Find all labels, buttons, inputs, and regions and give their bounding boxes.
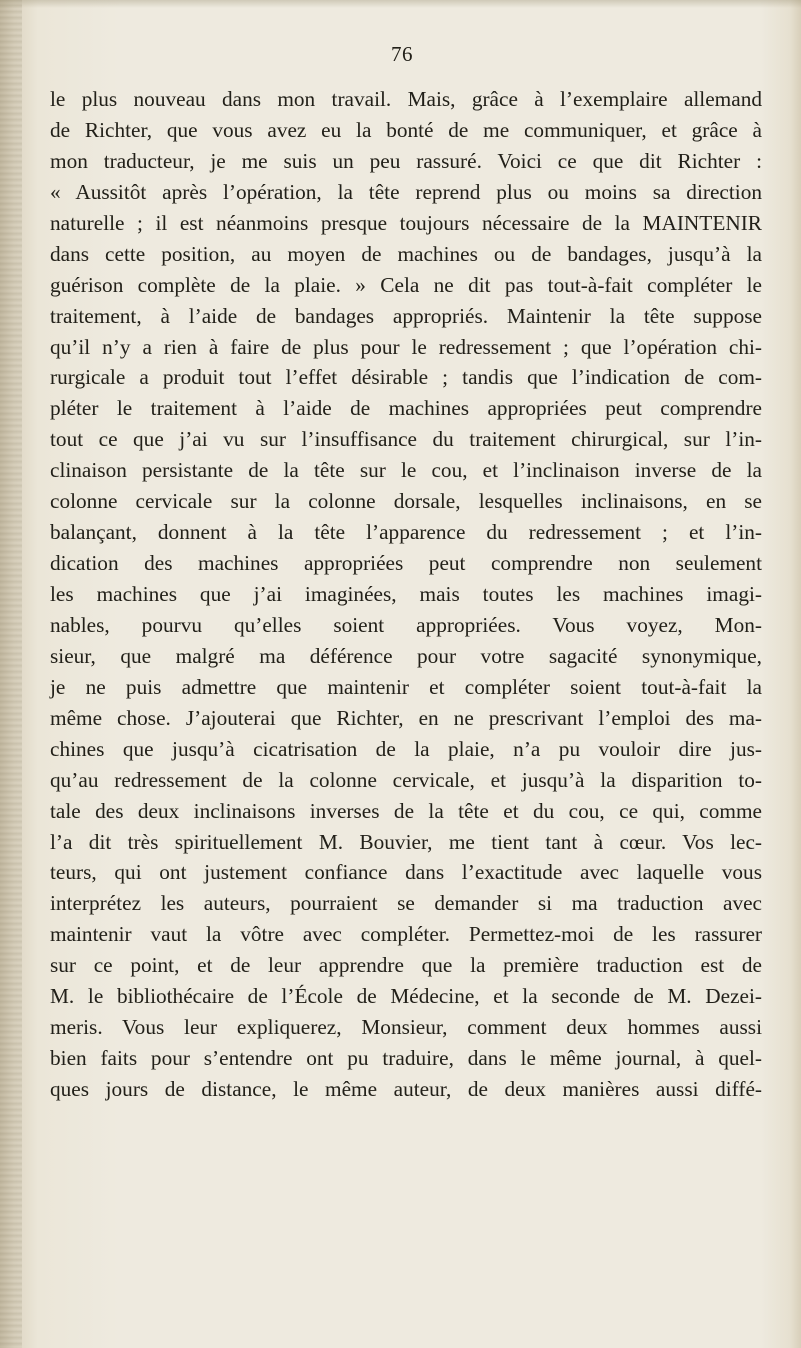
text-line: ques jours de distance, le même auteur, de deux manières aussi diffé-	[50, 1077, 762, 1101]
text-line: pléter le traitement à l’aide de machines appropriées peut comprendre	[50, 396, 762, 421]
text-line: rurgicale a produit tout l’effet désirable ; tandis que l’indication de com-	[50, 365, 762, 390]
text-line: dication des machines appropriées peut comprendre non seulement	[50, 551, 762, 576]
text-line: tout ce que j’ai vu sur l’insuffisance du traitement chirurgical, sur l’in-	[50, 427, 762, 452]
text-line: mon traducteur, je me suis un peu rassuré. Voici ce que dit Richter :	[50, 148, 762, 173]
text-line: meris. Vous leur expliquerez, Monsieur, comment deux hommes aussi	[50, 1015, 762, 1040]
page-top-edge	[0, 0, 801, 8]
text-line: naturelle ; il est néanmoins presque toujours nécessaire de la MAINTENIR	[50, 210, 762, 235]
text-line: chines que jusqu’à cicatrisation de la plaie, n’a pu vouloir dire jus-	[50, 736, 762, 761]
text-line: je ne puis admettre que maintenir et compléter soient tout-à-fait la	[50, 674, 762, 699]
text-line: clinaison persistante de la tête sur le cou, et l’inclinaison inverse de la	[50, 458, 762, 483]
page-number: 76	[391, 42, 413, 66]
text-line: de Richter, que vous avez eu la bonté de me communiquer, et grâce à	[50, 117, 762, 142]
text-line: maintenir vaut la vôtre avec compléter. Permettez-moi de les rassurer	[50, 922, 762, 947]
text-line: le plus nouveau dans mon travail. Mais, grâce à l’exemplaire allemand	[50, 87, 762, 111]
text-line: les machines que j’ai imaginées, mais toutes les machines imagi-	[50, 582, 762, 606]
text-line: interprétez les auteurs, pourraient se demander si ma traduction avec	[50, 891, 762, 916]
text-line: nables, pourvu qu’elles soient appropriées. Vous voyez, Mon-	[50, 612, 762, 637]
text-line: balançant, donnent à la tête l’apparence du redressement ; et l’in-	[50, 520, 762, 545]
text-line: traitement, à l’aide de bandages appropriés. Maintenir la tête suppose	[50, 303, 762, 328]
binding-gutter	[0, 0, 22, 1348]
text-line: qu’au redressement de la colonne cervicale, et jusqu’à la disparition to-	[50, 767, 762, 792]
body-text	[50, 84, 762, 1105]
text-line: teurs, qui ont justement confiance dans l’exactitude avec laquelle vous	[50, 860, 762, 885]
text-line: dans cette position, au moyen de machines ou de bandages, jusqu’à la	[50, 241, 762, 266]
text-line: tale des deux inclinaisons inverses de la tête et du cou, ce qui, comme	[50, 798, 762, 823]
text-line: colonne cervicale sur la colonne dorsale, lesquelles inclinaisons, en se	[50, 489, 762, 514]
text-line: guérison complète de la plaie. » Cela ne dit pas tout-à-fait compléter le	[50, 272, 762, 297]
text-line: même chose. J’ajouterai que Richter, en ne prescrivant l’emploi des ma-	[50, 705, 762, 730]
text-line: sur ce point, et de leur apprendre que la première traduction est de	[50, 953, 762, 978]
text-line: « Aussitôt après l’opération, la tête reprend plus ou moins sa direction	[50, 179, 762, 204]
text-line: l’a dit très spirituellement M. Bouvier, me tient tant à cœur. Vos lec-	[50, 829, 762, 854]
text-line: qu’il n’y a rien à faire de plus pour le redressement ; que l’opération chi-	[50, 334, 762, 359]
text-line: bien faits pour s’entendre ont pu traduire, dans le même journal, à quel-	[50, 1046, 762, 1071]
text-line: sieur, que malgré ma déférence pour votre sagacité synonymique,	[50, 643, 762, 668]
text-line: M. le bibliothécaire de l’École de Médecine, et la seconde de M. Dezei-	[50, 984, 762, 1009]
